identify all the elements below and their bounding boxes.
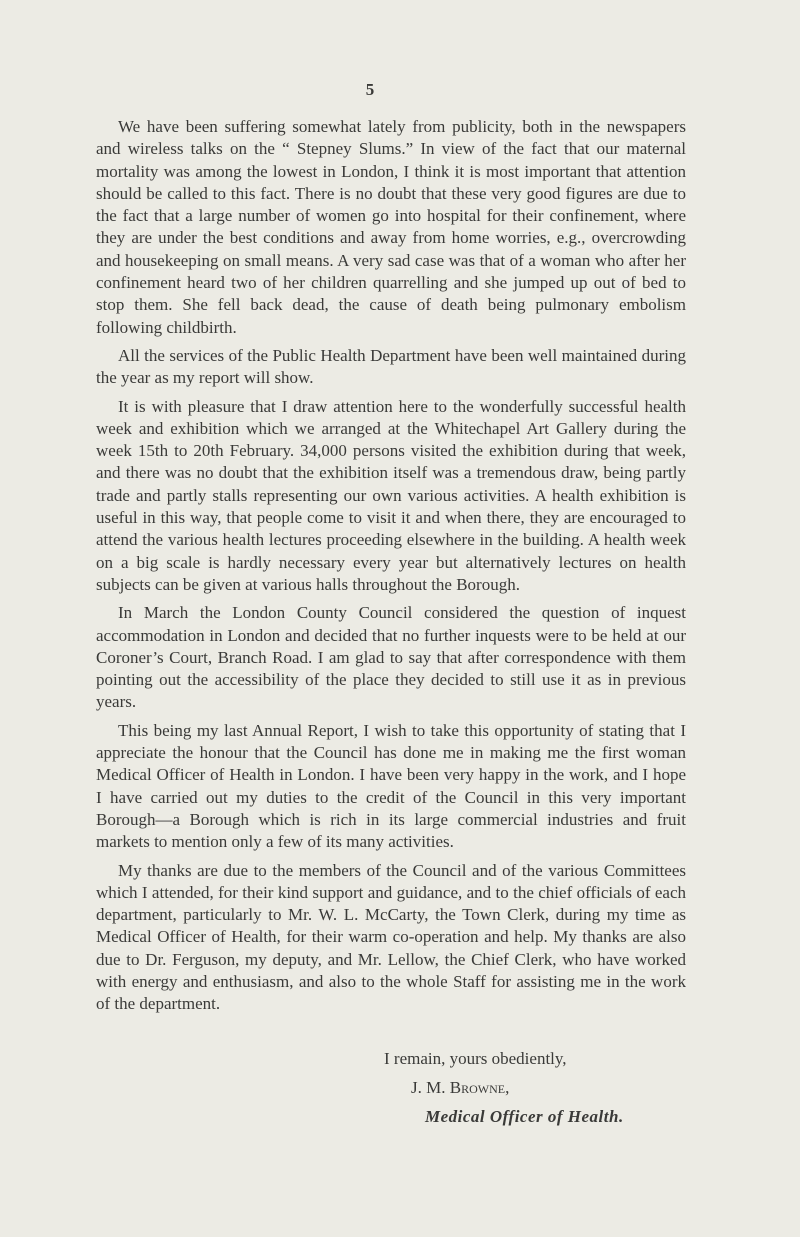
page-number: 5 (365, 80, 375, 99)
paragraph-last-report: This being my last Annual Report, I wish to take this opportunity of stating that I appreciate the honour that the Council has done me in making me the first woman Medical Officer of Health in London. I have been very happy in the work, and I hope I have carried out my duties to the credit of the Council in this very important Borough—a Borough which is rich in its large commercial industries and fruit markets to mention only a few of its many activities. (96, 720, 686, 852)
signature-title: Medical Officer of Health. (425, 1107, 624, 1126)
signature-name: J. M. Browne, (411, 1078, 510, 1097)
paragraph-services: All the services of the Public Health Department have been well maintained during the year as my report will show. (96, 345, 686, 388)
paragraph-thanks: My thanks are due to the members of the Council and of the various Committees which I attended, for their kind support and guidance, and to the chief officials of each department, particularly to Mr. W. L. McCarty, the Town Clerk, during my time as Medical Officer of Health, for their warm co-operation and help. My thanks are also due to Dr. Ferguson, my deputy, and Mr. Lellow, the Chief Clerk, who have worked with energy and enthusiasm, and also to the whole Staff for assisting me in the work of the department. (96, 860, 686, 1014)
closing-salutation: I remain, yours obediently, (384, 1049, 567, 1068)
paragraph-health-week: It is with pleasure that I draw attention here to the wonderfully successful health week and exhibition which we arranged at the Whitechapel Art Gallery during the week 15th to 20th February. 34,000 persons visited the exhibition during that week, and there was no doubt that the exhibition itself was a tremendous draw, being partly trade and partly stalls representing our own various activities. A health exhibition is useful in this way, that people come to visit it and when there, they are encouraged to attend the various health lectures proceeding elsewhere in the building. A health week on a big scale is hardly necessary every year but alternatively lectures on health subjects can be given at various halls throughout the Borough. (96, 396, 686, 594)
letter-body (96, 116, 686, 1022)
paragraph-inquests: In March the London County Council considered the question of inquest accommodation in London and decided that no further inquests were to be held at our Coroner’s Court, Branch Road. I am glad to say that after correspondence with them pointing out the accessibility of the place they decided to still use it as in previous years. (96, 603, 686, 712)
paragraph-publicity: We have been suffering somewhat lately from publicity, both in the newspapers and wireless talks on the “ Stepney Slums.” In view of the fact that our maternal mortality was among the lowest in London, I think it is most important that attention should be called to this fact. There is no doubt that these very good figures are due to the fact that a large number of women go into hospital for their confinement, where they are under the best conditions and away from home worries, e.g., overcrowding and housekeeping on small means. A very sad case was that of a woman who after her confinement heard two of her children quarrelling and she jumped up out of bed to stop them. She fell back dead, the cause of death being pulmonary embolism following childbirth. (96, 117, 686, 337)
